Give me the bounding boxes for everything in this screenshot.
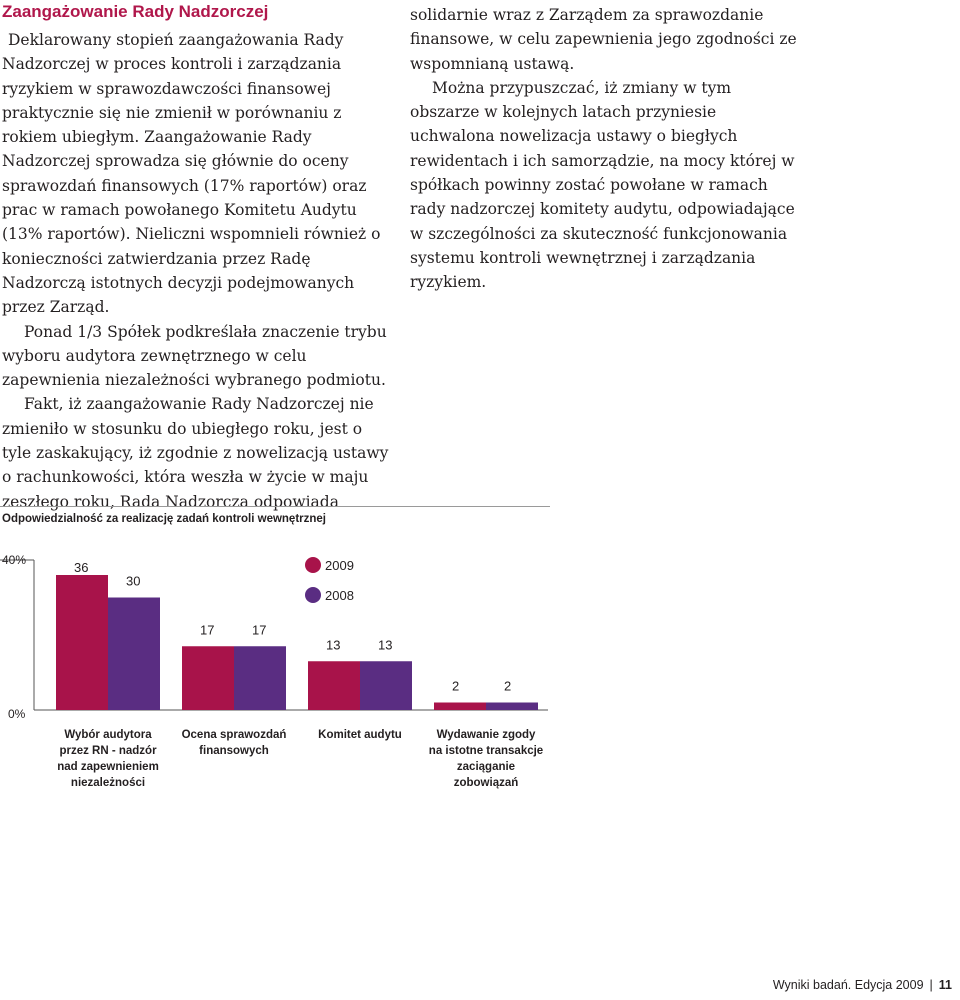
bar-2008-1 [108,598,160,711]
page-footer [773,978,952,992]
bar-2008-3 [360,661,412,710]
bar-2008-2 [234,646,286,710]
legend-label: 2008 [325,588,354,603]
category-label: zobowiązań [453,777,519,789]
bar-2009-3 [308,661,360,710]
section-divider [0,506,550,507]
value-label: 2 [452,678,460,694]
article-heading: Zaangażowanie Rady Nadzorczej [2,2,269,21]
category-label: Ocena sprawozdań [181,729,287,741]
category-label: Komitet audytu [318,729,402,741]
right-text-column [410,3,802,295]
value-label: 17 [200,622,215,638]
bar-2009-1 [56,575,108,710]
category-label: na istotne transakcje [428,745,544,757]
paragraph: Można przypuszczać, iż zmiany w tym obszarze w kolejnych latach przyniesie uchwalona nowelizacja ustawy o biegłych rewidentach i ich samorządzie, na mocy której w spółkach powinny zostać powołane w ramach rady nadzorczej komitety audytu, odpowiadające w szczególności za skuteczność funkcjonowania systemu kontroli wewnętrznej i zarządzania ryzykiem. [410,78,795,292]
value-label: 17 [252,622,267,638]
category-label: finansowych [199,745,269,757]
paragraph: Ponad 1/3 Spółek podkreślała znaczenie trybu wyboru audytora zewnętrznego w celu zapewnienia niezależności wybranego podmiotu. [2,322,387,390]
footer-separator: | [929,978,933,992]
category-label: Wybór audytora [64,729,152,741]
value-label: 36 [74,560,89,575]
value-label: 13 [378,637,393,653]
bar-2009-2 [182,646,234,710]
paragraph: Fakt, iż zaangażowanie Rady Nadzorczej nie zmieniło w stosunku do ubiegłego roku, jest o tyle zaskakujący, iż zgodnie z nowelizacją ustawy o rachunkowości, która weszła w życie w maju zeszłego roku, Rada Nadzorcza odpowiada [2,395,389,511]
category-label: nad zapewnieniem [57,761,159,773]
page-number: 11 [938,978,952,992]
y-tick-label: 40% [2,553,27,567]
value-label: 30 [126,573,141,589]
bar-2008-4 [486,703,538,711]
left-text-column [2,28,392,514]
value-label: 13 [326,637,341,653]
category-label: przez RN - nadzór [59,745,157,757]
paragraph: solidarnie wraz z Zarządem za sprawozdanie finansowe, w celu zapewnienia jego zgodności ze wspomnianą ustawą. [410,6,797,73]
publication-title: Wyniki badań. Edycja 2009 [772,978,924,992]
value-label: 2 [504,678,512,694]
legend-label: 2009 [325,558,354,573]
paragraph: Deklarowany stopień zaangażowania Rady Nadzorczej w proces kontroli i zarządzania ryzykiem w sprawozdawczości finansowej praktycznie się nie zmienił w porównaniu z rokiem ubiegłym. Zaangażowanie Rady Nadzorczej sprowadza się głównie do oceny sprawozdań finansowych (17% raportów) oraz prac w ramach powołanego Komitetu Audytu (13% raportów). Nieliczni wspomnieli również o konieczności zatwierdzania przez Radę Nadzorczą istotnych decyzji podejmowanych przez Zarząd. [2,31,381,317]
y-tick-label: 0% [8,707,26,721]
bar-2009-4 [434,703,486,711]
category-label: niezależności [70,777,146,789]
legend-swatch-2009 [305,557,321,573]
category-label: zaciąganie [456,761,516,773]
chart-title: Odpowiedzialność za realizację zadań kontroli wewnętrznej [2,513,326,525]
legend-swatch-2008 [305,587,321,603]
bar-chart [0,540,560,800]
category-label: Wydawanie zgody [436,729,536,741]
